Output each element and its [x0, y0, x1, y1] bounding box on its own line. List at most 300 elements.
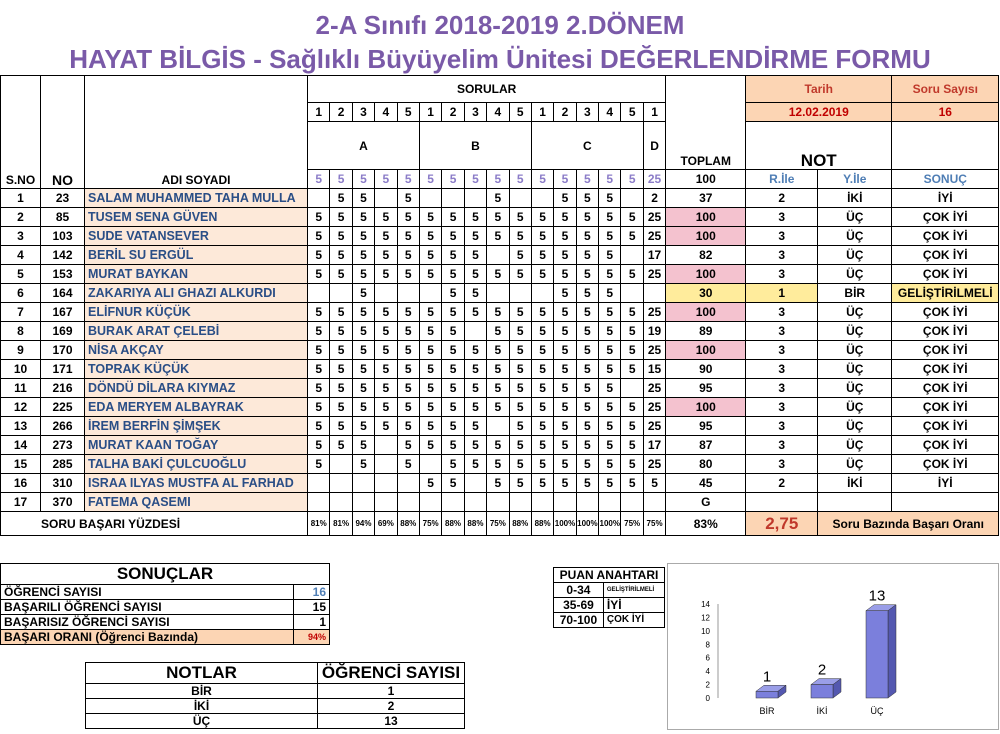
- score-cell: 5: [352, 208, 374, 227]
- score-cell: [464, 322, 486, 341]
- grades-table: [0, 75, 999, 536]
- score-cell: 5: [397, 189, 419, 208]
- notlar-value: 2: [318, 699, 465, 714]
- score-cell: 5: [509, 379, 531, 398]
- score-cell: 5: [330, 265, 352, 284]
- sonuc-cell: GELİŞTİRİLMELİ: [892, 284, 999, 303]
- yile-cell: ÜÇ: [818, 227, 892, 246]
- question-number: 1: [308, 103, 330, 122]
- x-tick-label: İKİ: [816, 706, 828, 716]
- score-cell: 5: [442, 303, 464, 322]
- score-cell: [442, 493, 464, 512]
- score-cell: 5: [330, 341, 352, 360]
- no-cell: 142: [41, 246, 85, 265]
- score-cell: [531, 284, 553, 303]
- total-cell: 100: [666, 265, 746, 284]
- score-cell: 5: [599, 379, 621, 398]
- score-cell: 5: [308, 455, 330, 474]
- score-cell: [643, 493, 665, 512]
- name-cell: SALAM MUHAMMED TAHA MULLA: [85, 189, 308, 208]
- name-cell: FATEMA QASEMI: [85, 493, 308, 512]
- score-cell: 25: [643, 417, 665, 436]
- yile-cell: ÜÇ: [818, 417, 892, 436]
- score-cell: 5: [375, 303, 397, 322]
- rile-cell: 3: [746, 360, 818, 379]
- score-cell: [599, 493, 621, 512]
- score-cell: [621, 284, 643, 303]
- score-cell: 5: [419, 436, 441, 455]
- question-number: 3: [352, 103, 374, 122]
- score-cell: 5: [554, 246, 576, 265]
- score-cell: 5: [509, 436, 531, 455]
- percent-cell: 100%: [576, 512, 598, 536]
- tarih-value: 12.02.2019: [746, 103, 892, 122]
- score-cell: 5: [375, 360, 397, 379]
- not-header: NOT: [746, 122, 892, 170]
- score-cell: 5: [464, 436, 486, 455]
- score-cell: 2: [643, 189, 665, 208]
- score-cell: 5: [621, 341, 643, 360]
- score-cell: 5: [509, 341, 531, 360]
- yile-cell: ÜÇ: [818, 398, 892, 417]
- bar: [756, 691, 778, 698]
- score-cell: 5: [464, 208, 486, 227]
- yile-cell: ÜÇ: [818, 341, 892, 360]
- score-cell: 5: [419, 208, 441, 227]
- score-cell: 5: [531, 303, 553, 322]
- name-cell: NİSA AKÇAY: [85, 341, 308, 360]
- bar: [811, 685, 833, 698]
- score-cell: 5: [397, 398, 419, 417]
- score-cell: 5: [531, 265, 553, 284]
- max-point: 5: [442, 170, 464, 189]
- score-cell: 5: [509, 398, 531, 417]
- score-cell: 5: [576, 303, 598, 322]
- sonuc-cell: ÇOK İYİ: [892, 246, 999, 265]
- sno-cell: 13: [1, 417, 41, 436]
- yile-cell: İKİ: [818, 189, 892, 208]
- score-cell: 5: [487, 436, 509, 455]
- score-cell: 5: [308, 417, 330, 436]
- no-cell: 170: [41, 341, 85, 360]
- score-cell: 5: [464, 341, 486, 360]
- table-row: [1, 493, 999, 512]
- score-cell: 5: [375, 227, 397, 246]
- form-title-line-2: HAYAT BİLGİS - Sağlıklı Büyüyelim Ünitesi DEĞERLENDİRME FORMU: [69, 44, 931, 74]
- sno-cell: 15: [1, 455, 41, 474]
- table-row: [1, 360, 999, 379]
- puan-title: PUAN ANAHTARI: [554, 568, 665, 583]
- score-cell: [330, 455, 352, 474]
- yile-cell: ÜÇ: [818, 303, 892, 322]
- no-cell: 169: [41, 322, 85, 341]
- max-point: 5: [487, 170, 509, 189]
- score-cell: [576, 493, 598, 512]
- score-cell: [643, 284, 665, 303]
- score-cell: 5: [442, 379, 464, 398]
- score-cell: [375, 189, 397, 208]
- score-cell: [464, 189, 486, 208]
- total-cell: 45: [666, 474, 746, 493]
- score-cell: 5: [576, 455, 598, 474]
- score-cell: 5: [599, 398, 621, 417]
- max-point: 5: [330, 170, 352, 189]
- data-label: 1: [762, 668, 772, 686]
- score-cell: [375, 474, 397, 493]
- name-cell: MURAT BAYKAN: [85, 265, 308, 284]
- score-cell: 5: [554, 189, 576, 208]
- yile-cell: ÜÇ: [818, 379, 892, 398]
- total-cell: 100: [666, 398, 746, 417]
- score-cell: 5: [531, 208, 553, 227]
- table-row: [1, 189, 999, 208]
- max-point: 5: [621, 170, 643, 189]
- rile-cell: [746, 493, 818, 512]
- score-cell: 5: [599, 189, 621, 208]
- score-cell: 5: [308, 246, 330, 265]
- score-cell: 17: [643, 246, 665, 265]
- max-point: 5: [375, 170, 397, 189]
- no-cell: 171: [41, 360, 85, 379]
- score-cell: 5: [599, 474, 621, 493]
- score-cell: 5: [419, 398, 441, 417]
- total-cell: 82: [666, 246, 746, 265]
- score-cell: [352, 493, 374, 512]
- score-cell: 5: [375, 398, 397, 417]
- table-row: [1, 341, 999, 360]
- max-point: 5: [308, 170, 330, 189]
- score-cell: [308, 284, 330, 303]
- y-tick-label: 8: [705, 640, 710, 650]
- notlar-chart: [667, 563, 999, 730]
- score-cell: 5: [531, 417, 553, 436]
- score-cell: 5: [308, 436, 330, 455]
- sno-cell: 2: [1, 208, 41, 227]
- puan-label: İYİ: [603, 598, 664, 613]
- score-cell: [509, 189, 531, 208]
- no-cell: 153: [41, 265, 85, 284]
- name-cell: SUDE VATANSEVER: [85, 227, 308, 246]
- sno-cell: 5: [1, 265, 41, 284]
- y-tick-label: 6: [705, 653, 710, 663]
- soru-sayisi-label: Soru Sayısı: [892, 76, 999, 103]
- yile-cell: ÜÇ: [818, 265, 892, 284]
- question-number: 4: [375, 103, 397, 122]
- form-title-line-1: 2-A Sınıfı 2018-2019 2.DÖNEM: [315, 10, 685, 40]
- y-tick-label: 14: [701, 600, 710, 609]
- score-cell: 5: [442, 208, 464, 227]
- score-cell: 5: [487, 189, 509, 208]
- score-cell: 5: [352, 398, 374, 417]
- score-cell: 5: [487, 208, 509, 227]
- score-cell: 5: [442, 455, 464, 474]
- tarih-label: Tarih: [746, 76, 892, 103]
- score-cell: 5: [576, 417, 598, 436]
- no-cell: 370: [41, 493, 85, 512]
- score-cell: 19: [643, 322, 665, 341]
- score-cell: 5: [621, 208, 643, 227]
- total-cell: 100: [666, 303, 746, 322]
- score-cell: 5: [464, 246, 486, 265]
- score-cell: 5: [419, 322, 441, 341]
- score-cell: 5: [352, 189, 374, 208]
- score-cell: 5: [330, 436, 352, 455]
- score-cell: [621, 246, 643, 265]
- score-cell: 5: [487, 360, 509, 379]
- ogrenci-sayisi-header: ÖĞRENCİ SAYISI: [318, 663, 465, 684]
- sonuclar-value: 16: [293, 585, 329, 600]
- score-cell: [442, 189, 464, 208]
- score-cell: 5: [599, 246, 621, 265]
- score-cell: 5: [352, 227, 374, 246]
- score-cell: 5: [397, 265, 419, 284]
- score-cell: 5: [554, 284, 576, 303]
- sonuc-cell: İYİ: [892, 474, 999, 493]
- score-cell: 5: [621, 417, 643, 436]
- question-number: 4: [487, 103, 509, 122]
- score-cell: 5: [442, 322, 464, 341]
- score-cell: [621, 379, 643, 398]
- score-cell: 5: [375, 208, 397, 227]
- score-cell: 5: [397, 360, 419, 379]
- score-cell: 5: [599, 284, 621, 303]
- table-row: [1, 417, 999, 436]
- score-cell: [330, 474, 352, 493]
- total-cell: G: [666, 493, 746, 512]
- score-cell: 5: [554, 379, 576, 398]
- score-cell: 5: [352, 455, 374, 474]
- score-cell: 5: [621, 360, 643, 379]
- score-cell: 5: [442, 474, 464, 493]
- sonuc-cell: [892, 493, 999, 512]
- score-cell: 5: [554, 398, 576, 417]
- score-cell: 5: [531, 341, 553, 360]
- score-cell: 5: [487, 474, 509, 493]
- score-cell: [419, 455, 441, 474]
- percent-cell: 69%: [375, 512, 397, 536]
- rile-cell: 2: [746, 474, 818, 493]
- question-number: 3: [464, 103, 486, 122]
- footer-row: [1, 512, 999, 536]
- score-cell: 5: [509, 303, 531, 322]
- blank-header: [892, 122, 999, 170]
- puan-anahtari-table: [553, 567, 665, 628]
- score-cell: 5: [554, 322, 576, 341]
- notlar-table: [85, 662, 465, 729]
- table-row: [1, 322, 999, 341]
- sonuc-cell: ÇOK İYİ: [892, 265, 999, 284]
- percent-cell: 75%: [419, 512, 441, 536]
- percent-cell: 88%: [464, 512, 486, 536]
- question-number: 2: [442, 103, 464, 122]
- score-cell: [375, 436, 397, 455]
- score-cell: 5: [330, 246, 352, 265]
- score-cell: 5: [375, 379, 397, 398]
- table-row: [1, 227, 999, 246]
- score-cell: [375, 493, 397, 512]
- sno-cell: 6: [1, 284, 41, 303]
- score-cell: 5: [308, 303, 330, 322]
- score-cell: [487, 284, 509, 303]
- sno-cell: 7: [1, 303, 41, 322]
- yile-cell: ÜÇ: [818, 455, 892, 474]
- yile-cell: ÜÇ: [818, 246, 892, 265]
- no-cell: 167: [41, 303, 85, 322]
- sonuclar-label: BAŞARISIZ ÖĞRENCİ SAYISI: [1, 615, 294, 630]
- score-cell: 5: [397, 322, 419, 341]
- score-cell: 25: [643, 227, 665, 246]
- score-cell: 5: [576, 265, 598, 284]
- table-row: [1, 436, 999, 455]
- score-cell: 5: [576, 379, 598, 398]
- score-cell: 5: [487, 265, 509, 284]
- sonuc-cell: ÇOK İYİ: [892, 455, 999, 474]
- score-cell: 5: [330, 189, 352, 208]
- question-number: 1: [419, 103, 441, 122]
- name-header: ADI SOYADI: [85, 76, 308, 189]
- sno-cell: 10: [1, 360, 41, 379]
- puan-range: 35-69: [554, 598, 604, 613]
- sno-cell: 17: [1, 493, 41, 512]
- percent-cell: 75%: [621, 512, 643, 536]
- score-cell: 5: [442, 246, 464, 265]
- name-cell: DÖNDÜ DİLARA KIYMAZ: [85, 379, 308, 398]
- sno-cell: 8: [1, 322, 41, 341]
- sonuc-cell: ÇOK İYİ: [892, 341, 999, 360]
- name-cell: BERİL SU ERGÜL: [85, 246, 308, 265]
- score-cell: 5: [464, 227, 486, 246]
- yile-cell: [818, 493, 892, 512]
- bar: [866, 611, 888, 698]
- score-cell: 5: [531, 436, 553, 455]
- score-cell: 5: [442, 284, 464, 303]
- name-cell: MURAT KAAN TOĞAY: [85, 436, 308, 455]
- score-cell: 5: [621, 322, 643, 341]
- score-cell: 5: [352, 265, 374, 284]
- sonuclar-table: [0, 563, 330, 645]
- score-cell: [352, 474, 374, 493]
- no-cell: 225: [41, 398, 85, 417]
- name-cell: TALHA BAKİ ÇULCUOĞLU: [85, 455, 308, 474]
- toplam-max: 100: [666, 170, 746, 189]
- score-cell: 5: [397, 303, 419, 322]
- score-cell: 5: [487, 303, 509, 322]
- score-cell: [330, 493, 352, 512]
- score-cell: 5: [621, 398, 643, 417]
- score-cell: [397, 493, 419, 512]
- rile-header: R.İle: [746, 170, 818, 189]
- score-cell: 5: [397, 436, 419, 455]
- rile-cell: 3: [746, 227, 818, 246]
- x-tick-label: ÜÇ: [870, 706, 884, 716]
- score-cell: 5: [442, 227, 464, 246]
- no-cell: 216: [41, 379, 85, 398]
- score-cell: 5: [509, 208, 531, 227]
- score-cell: 5: [308, 322, 330, 341]
- score-cell: 5: [576, 284, 598, 303]
- table-row: [1, 284, 999, 303]
- no-header: NO: [41, 76, 85, 189]
- score-cell: 5: [621, 303, 643, 322]
- no-cell: 23: [41, 189, 85, 208]
- yile-cell: ÜÇ: [818, 360, 892, 379]
- total-cell: 100: [666, 208, 746, 227]
- score-cell: 5: [509, 455, 531, 474]
- question-group-b: B: [419, 122, 531, 170]
- score-cell: 5: [576, 246, 598, 265]
- table-row: [1, 398, 999, 417]
- question-number: 5: [621, 103, 643, 122]
- score-cell: 5: [576, 208, 598, 227]
- score-cell: [375, 284, 397, 303]
- data-label: 13: [868, 587, 886, 605]
- sonuc-cell: İYİ: [892, 189, 999, 208]
- score-cell: 5: [375, 246, 397, 265]
- score-cell: 25: [643, 455, 665, 474]
- score-cell: [330, 284, 352, 303]
- sonuclar-value: 94%: [293, 630, 329, 645]
- score-cell: 5: [576, 398, 598, 417]
- name-cell: ISRAA ILYAS MUSTFA AL FARHAD: [85, 474, 308, 493]
- score-cell: 5: [375, 265, 397, 284]
- total-cell: 90: [666, 360, 746, 379]
- score-cell: [487, 493, 509, 512]
- score-cell: 15: [643, 360, 665, 379]
- name-cell: BURAK ARAT ÇELEBİ: [85, 322, 308, 341]
- max-point: 5: [531, 170, 553, 189]
- score-cell: 5: [554, 417, 576, 436]
- score-cell: 5: [599, 341, 621, 360]
- score-cell: 5: [330, 398, 352, 417]
- score-cell: [621, 493, 643, 512]
- sonuclar-title: SONUÇLAR: [1, 564, 330, 585]
- table-row: [1, 455, 999, 474]
- score-cell: 5: [464, 398, 486, 417]
- score-cell: 5: [330, 322, 352, 341]
- max-point: 5: [599, 170, 621, 189]
- score-cell: 5: [554, 360, 576, 379]
- score-cell: 5: [308, 265, 330, 284]
- score-cell: 5: [531, 360, 553, 379]
- score-cell: 5: [509, 360, 531, 379]
- score-cell: [554, 493, 576, 512]
- score-cell: [308, 493, 330, 512]
- score-cell: 5: [599, 360, 621, 379]
- sonuc-cell: ÇOK İYİ: [892, 360, 999, 379]
- percent-cell: 88%: [531, 512, 553, 536]
- score-cell: 5: [397, 341, 419, 360]
- score-cell: 5: [531, 227, 553, 246]
- no-cell: 310: [41, 474, 85, 493]
- total-cell: 87: [666, 436, 746, 455]
- score-cell: 5: [464, 284, 486, 303]
- name-cell: ZAKARIYA ALI GHAZI ALKURDI: [85, 284, 308, 303]
- score-cell: 5: [599, 265, 621, 284]
- question-number: 2: [554, 103, 576, 122]
- puan-label: GELİŞTİRİLMELİ: [603, 583, 664, 598]
- score-cell: 5: [442, 265, 464, 284]
- score-cell: [531, 493, 553, 512]
- score-cell: 5: [419, 246, 441, 265]
- score-cell: 5: [531, 474, 553, 493]
- total-cell: 100: [666, 227, 746, 246]
- name-cell: İREM BERFİN ŞİMŞEK: [85, 417, 308, 436]
- no-cell: 103: [41, 227, 85, 246]
- notlar-label: ÜÇ: [86, 714, 318, 729]
- sno-cell: 1: [1, 189, 41, 208]
- total-cell: 30: [666, 284, 746, 303]
- score-cell: 5: [352, 417, 374, 436]
